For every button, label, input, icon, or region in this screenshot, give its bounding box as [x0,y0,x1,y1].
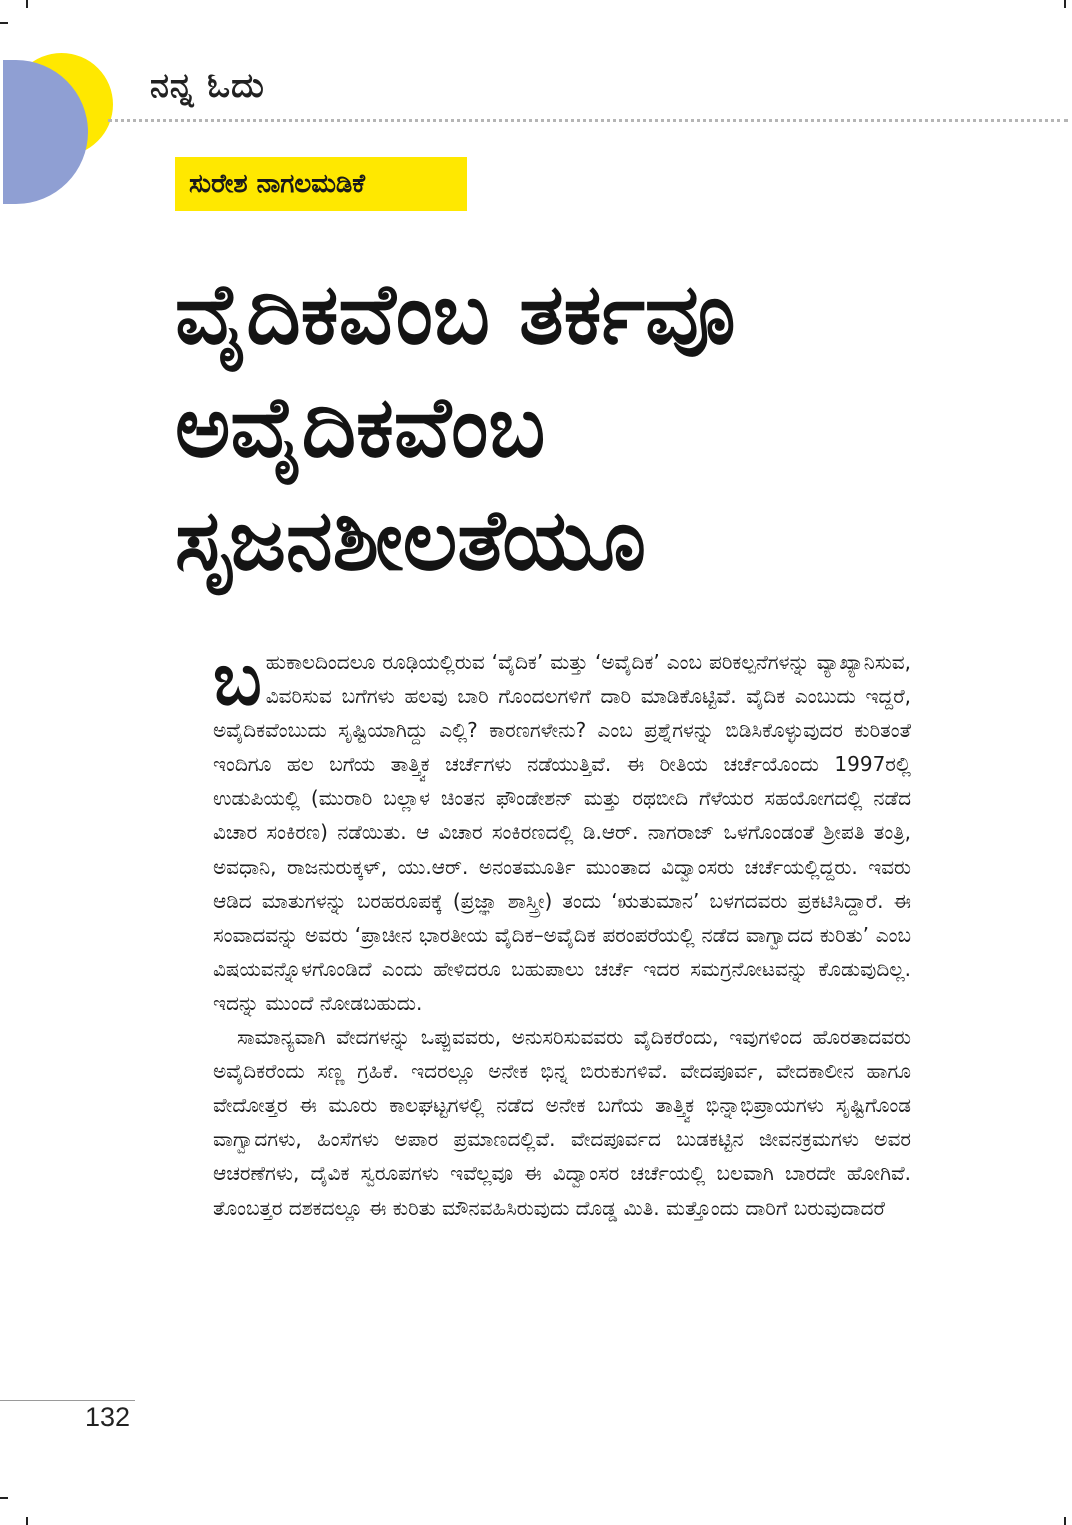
paragraph-text: ಹುಕಾಲದಿಂದಲೂ ರೂಢಿಯಲ್ಲಿರುವ ‘ವೈದಿಕ’ ಮತ್ತು ‘ಅವೈದಿಕ’ ಎಂಬ ಪರಿಕಲ್ಪನೆಗಳನ್ನು ವ್ಯಾಖ್ಯಾನಿಸುವ, ವಿವರಿಸುವ ಬಗೆಗಳು ಹಲವು ಬಾರಿ ಗೊಂದಲಗಳಿಗೆ ದಾರಿ ಮಾಡಿಕೊಟ್ಟಿವೆ. ವೈದಿಕ ಎಂಬುದು ಇದ್ದರೆ, ಅವೈದಿಕವೆಂಬುದು ಸೃಷ್ಟಿಯಾಗಿದ್ದು ಎಲ್ಲಿ? ಕಾರಣಗಳೇನು? ಎಂಬ ಪ್ರಶ್ನೆಗಳನ್ನು ಬಿಡಿಸಿಕೊಳ್ಳುವುದರ ಕುರಿತಂತೆ ಇಂದಿಗೂ ಹಲ ಬಗೆಯ ತಾತ್ತ್ವಿಕ ಚರ್ಚೆಗಳು ನಡೆಯುತ್ತಿವೆ. ಈ ರೀತಿಯ ಚರ್ಚೆಯೊಂದು 1997ರಲ್ಲಿ ಉಡುಪಿಯಲ್ಲಿ (ಮುರಾರಿ ಬಲ್ಲಾಳ ಚಿಂತನ ಫೌಂಡೇಶನ್ ಮತ್ತು ರಥಬೀದಿ ಗೆಳೆಯರ ಸಹಯೋಗದಲ್ಲಿ ನಡೆದ ವಿಚಾರ ಸಂಕಿರಣ) ನಡೆಯಿತು. ಆ ವಿಚಾರ ಸಂಕಿರಣದಲ್ಲಿ ಡಿ.ಆರ್. ನಾಗರಾಜ್ ಒಳಗೊಂಡಂತೆ ಶ್ರೀಪತಿ ತಂತ್ರಿ, ಅವಧಾನಿ, ರಾಜನುರುಕ್ಕಳ್, ಯು.ಆರ್. ಅನಂತಮೂರ್ತಿ ಮುಂತಾದ ವಿದ್ವಾಂಸರು ಚರ್ಚೆಯಲ್ಲಿದ್ದರು. ಇವರು ಆಡಿದ ಮಾತುಗಳನ್ನು ಬರಹರೂಪಕ್ಕೆ (ಪ್ರಜ್ಞಾ ಶಾಸ್ತ್ರೀ) ತಂದು ‘ಋತುಮಾನ’ ಬಳಗದವರು ಪ್ರಕಟಿಸಿದ್ದಾರೆ. ಈ ಸಂವಾದವನ್ನು ಅವರು ‘ಪ್ರಾಚೀನ ಭಾರತೀಯ ವೈದಿಕ–ಅವೈದಿಕ ಪರಂಪರೆಯಲ್ಲಿ ನಡೆದ ವಾಗ್ವಾದದ ಕುರಿತು’ ಎಂಬ ವಿಷಯವನ್ನೊಳಗೊಂಡಿದೆ ಎಂದು ಹೇಳಿದರೂ ಬಹುಪಾಲು ಚರ್ಚೆ ಇದರ ಸಮಗ್ರನೋಟವನ್ನು ಕೊಡುವುದಿಲ್ಲ. ಇದನ್ನು ಮುಂದೆ ನೋಡಬಹುದು. [213,650,911,1015]
crop-mark-left-lower [0,1497,8,1499]
article-body [213,637,911,1225]
headline-line-2: ಅವೈದಿಕವೆಂಬ [175,378,546,476]
article-headline [175,258,1035,597]
section-label: ನನ್ನ ಓದು [150,66,265,106]
page-number: 132 [85,1402,131,1432]
article-paragraph [213,637,911,1020]
crop-mark-bottom-right [1064,1517,1066,1525]
crop-mark-bottom-left [26,1517,28,1525]
page-number-rule [0,1400,135,1401]
drop-cap: ಬ [213,637,262,721]
headline-line-1: ವೈದಿಕವೆಂಬ ತರ್ಕವೂ [175,265,736,363]
dotted-divider [108,119,1068,122]
crop-mark-top-right [1064,0,1066,8]
crop-mark-top-left [26,0,28,8]
headline-line-3: ಸೃಜನಶೀಲತೆಯೂ [175,491,646,589]
article-paragraph: ಸಾಮಾನ್ಯವಾಗಿ ವೇದಗಳನ್ನು ಒಪ್ಪುವವರು, ಅನುಸರಿಸುವವರು ವೈದಿಕರೆಂದು, ಇವುಗಳಿಂದ ಹೊರತಾದವರು ಅವೈದಿಕರೆಂದು ಸಣ್ಣ ಗ್ರಹಿಕೆ. ಇದರಲ್ಲೂ ಅನೇಕ ಭಿನ್ನ ಬಿರುಕುಗಳಿವೆ. ವೇದಪೂರ್ವ, ವೇದಕಾಲೀನ ಹಾಗೂ ವೇದೋತ್ತರ ಈ ಮೂರು ಕಾಲಘಟ್ಟಗಳಲ್ಲಿ ನಡೆದ ಅನೇಕ ಬಗೆಯ ತಾತ್ತ್ವಿಕ ಭಿನ್ನಾಭಿಪ್ರಾಯಗಳು ಸೃಷ್ಟಿಗೊಂಡ ವಾಗ್ವಾದಗಳು, ಹಿಂಸೆಗಳು ಅಪಾರ ಪ್ರಮಾಣದಲ್ಲಿವೆ. ವೇದಪೂರ್ವದ ಬುಡಕಟ್ಟಿನ ಜೀವನಕ್ರಮಗಳು ಅವರ ಆಚರಣೆಗಳು, ದೈವಿಕ ಸ್ವರೂಪಗಳು ಇವೆಲ್ಲವೂ ಈ ವಿದ್ವಾಂಸರ ಚರ್ಚೆಯಲ್ಲಿ ಬಲವಾಗಿ ಬಾರದೇ ಹೋಗಿವೆ. ತೊಂಬತ್ತರ ದಶಕದಲ್ಲೂ ಈ ಕುರಿತು ಮೌನವಹಿಸಿರುವುದು ದೊಡ್ಡ ಮಿತಿ. ಮತ್ತೊಂದು ದಾರಿಗೆ ಬರುವುದಾದರೆ [213,1025,911,1220]
crop-mark-left-upper [0,22,8,24]
author-name: ಸುರೇಶ ನಾಗಲಮಡಿಕೆ [175,157,467,211]
